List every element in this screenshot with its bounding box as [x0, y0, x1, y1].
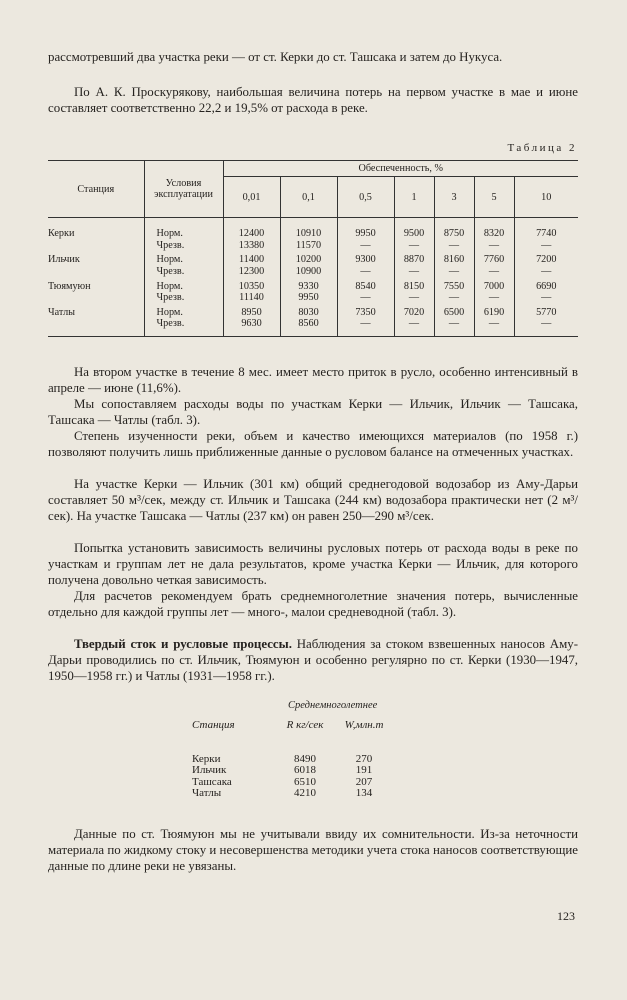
table-cell: 8560 [280, 318, 337, 336]
table-cell: 191 [355, 764, 373, 776]
table-cell: 8750 [434, 218, 474, 240]
table-row [48, 304, 578, 319]
table-cell: 11400 [223, 251, 280, 266]
table-cell: — [434, 266, 474, 278]
table-cell: 9950 [280, 292, 337, 304]
table-cell-condition: Чрезв. [144, 318, 223, 336]
table-cell: 8870 [394, 251, 434, 266]
table-cell: — [474, 240, 514, 252]
table-cell: 12400 [223, 218, 280, 240]
table-cell: 9300 [337, 251, 394, 266]
table-cell: 8320 [474, 218, 514, 240]
table-cell-condition: Чрезв. [144, 266, 223, 278]
table-row [48, 218, 578, 240]
table-2-header-p: 0,5 [337, 177, 394, 218]
paragraph: Мы сопоставляем расходы воды по участкам Керки — Ильчик, Ильчик — Ташсака, Ташсака — Чатлы (табл. 3). [48, 397, 578, 427]
table-cell-condition: Норм. [144, 218, 223, 240]
table-cell: 9950 [337, 218, 394, 240]
table-cell: 8490 [294, 752, 316, 765]
table-2-header-p: 0,1 [280, 177, 337, 218]
table-cell: 13380 [223, 240, 280, 252]
sediment-header-w: W,млн.т [344, 719, 384, 731]
table-cell: 207 [355, 775, 373, 788]
table-cell: 10350 [223, 277, 280, 292]
table-cell: — [434, 318, 474, 336]
sediment-table [192, 720, 392, 800]
table-row [48, 251, 578, 266]
table-2-header-p: 0,01 [223, 177, 280, 218]
table-2-header-p: 1 [394, 177, 434, 218]
table-row [192, 788, 392, 800]
table-2-header-p: 3 [434, 177, 474, 218]
table-cell-station: Керки [192, 752, 221, 765]
table-cell: 270 [355, 752, 373, 765]
table-row [48, 318, 578, 336]
table-cell-condition: Чрезв. [144, 292, 223, 304]
table-row [48, 240, 578, 252]
table-cell: — [474, 266, 514, 278]
table-cell-station: Ильчик [48, 254, 80, 266]
table-cell-station: Ташсака [192, 775, 232, 788]
table-cell: 7200 [514, 251, 578, 266]
table-cell: — [514, 240, 578, 252]
table-cell: — [394, 240, 434, 252]
table-cell: — [474, 318, 514, 336]
table-cell: — [514, 266, 578, 278]
table-cell: — [394, 318, 434, 336]
paragraph: Для расчетов рекомендуем брать среднемноголетние значения потерь, вычисленные отдельно для каждой группы лет — много-, малои средневодной (табл. 3). [48, 589, 578, 619]
paragraph: На втором участке в течение 8 мес. имеет место приток в русло, особенно интенсивный в апреле — июне (11,6%). [48, 365, 578, 395]
table-cell: 8030 [280, 304, 337, 319]
table-cell: — [514, 318, 578, 336]
table-cell: 5770 [514, 304, 578, 319]
table-cell: 6018 [294, 764, 316, 776]
paragraph-sediment [48, 636, 578, 684]
table-cell-station [48, 266, 144, 278]
table-2-header-probability: Обеспеченность, % [223, 161, 578, 177]
table-cell: — [337, 318, 394, 336]
table-cell-station: Керки [48, 228, 75, 240]
table-cell: 7740 [514, 218, 578, 240]
table-cell-condition: Норм. [144, 277, 223, 292]
paragraph-intro-1: рассмотревший два участка реки — от ст. Керки до ст. Ташсака и затем до Нукуса. [48, 50, 503, 64]
table-cell: 7760 [474, 251, 514, 266]
paragraph: Степень изученности реки, объем и качество имеющихся материалов (по 1958 г.) позволяют получить лишь приближенные данные о русловом балансе на отмеченных участках. [48, 429, 578, 459]
table-cell: 12300 [223, 266, 280, 278]
table-cell: 11140 [223, 292, 280, 304]
table-cell-station [48, 318, 144, 336]
table-cell-station: Чатлы [192, 787, 222, 799]
table-cell-station [48, 292, 144, 304]
sediment-table-title: Среднемноголетнее [288, 700, 378, 711]
table-2-caption: Таблица 2 [507, 142, 577, 154]
table-2-header-p: 5 [474, 177, 514, 218]
table-cell: 134 [355, 787, 373, 799]
table-row [48, 277, 578, 292]
table-cell: 6500 [434, 304, 474, 319]
table-cell: 7550 [434, 277, 474, 292]
table-cell: 8540 [337, 277, 394, 292]
table-row [192, 765, 392, 777]
table-2-header-conditions: Условия эксплуатации [144, 161, 223, 218]
table-cell-station: Ильчик [192, 764, 227, 776]
table-cell-station [48, 240, 144, 252]
table-row [48, 292, 578, 304]
table-cell: 9500 [394, 218, 434, 240]
table-cell: — [474, 292, 514, 304]
table-cell: — [337, 266, 394, 278]
table-cell-station: Чатлы [48, 306, 76, 318]
table-cell: 10900 [280, 266, 337, 278]
table-cell: 9330 [280, 277, 337, 292]
table-cell: 4210 [294, 787, 316, 799]
table-cell: — [337, 240, 394, 252]
table-cell: 6510 [294, 775, 316, 788]
table-cell: 6690 [514, 277, 578, 292]
table-2 [48, 160, 578, 337]
table-cell: — [434, 240, 474, 252]
table-cell-condition: Норм. [144, 304, 223, 319]
table-cell-station: Тюямуюн [48, 280, 91, 292]
table-cell-condition: Чрезв. [144, 240, 223, 252]
table-cell: 10910 [280, 218, 337, 240]
table-cell: 8150 [394, 277, 434, 292]
page-number: 123 [557, 909, 575, 923]
table-2-header-p: 10 [514, 177, 578, 218]
paragraph: Попытка установить зависимость величины русловых потерь от расхода воды в реке по участкам и группам лет не дала результатов, кроме участка Керки — Ильчик, для которого получена довольно четкая зависимость. [48, 541, 578, 587]
paragraph-intro-2: По А. К. Проскурякову, наибольшая величина потерь на первом участке в мае и июне составляет соответственно 22,2 и 19,5% от расхода в реке. [48, 85, 578, 115]
table-cell: 8160 [434, 251, 474, 266]
table-row [48, 266, 578, 278]
table-cell: 9630 [223, 318, 280, 336]
table-cell: 10200 [280, 251, 337, 266]
table-cell: — [394, 266, 434, 278]
table-cell: 7350 [337, 304, 394, 319]
table-2-header-station: Станция [48, 161, 144, 218]
section-heading: Твердый сток и русловые процессы. [74, 637, 292, 651]
table-cell: — [514, 292, 578, 304]
table-cell: 11570 [280, 240, 337, 252]
table-cell: — [337, 292, 394, 304]
table-cell: — [434, 292, 474, 304]
paragraph-text: Наблюдения за стоком взвешенных наносов Аму-Дарьи проводились по ст. Ильчик, Тюямуюн и особенно регулярно по ст. Керки (1930—1947, 1950—1958 гг.) и Чатлы (1931—1958 гг.). [48, 637, 578, 683]
table-cell: 7020 [394, 304, 434, 319]
sediment-header-station: Станция [192, 719, 235, 731]
table-cell: 7000 [474, 277, 514, 292]
table-cell-condition: Норм. [144, 251, 223, 266]
table-cell: 6190 [474, 304, 514, 319]
table-cell: — [394, 292, 434, 304]
paragraph: Данные по ст. Тюямуюн мы не учитывали ввиду их сомнительности. Из-за неточности материала по жидкому стоку и несовершенства методики учета стока наносов соответствующие данные по длине реки не увязаны. [48, 827, 578, 873]
paragraph: На участке Керки — Ильчик (301 км) общий среднегодовой водозабор из Аму-Дарьи составляет 50 м³/сек, между ст. Ильчик и Ташсака (244 км) водозабора практически нет (2 м³/сек). На участке Ташсака — Чатлы (237 км) он равен 250—290 м³/сек. [48, 477, 578, 523]
sediment-header-r: R кг/сек [286, 719, 324, 731]
table-cell: 8950 [223, 304, 280, 319]
